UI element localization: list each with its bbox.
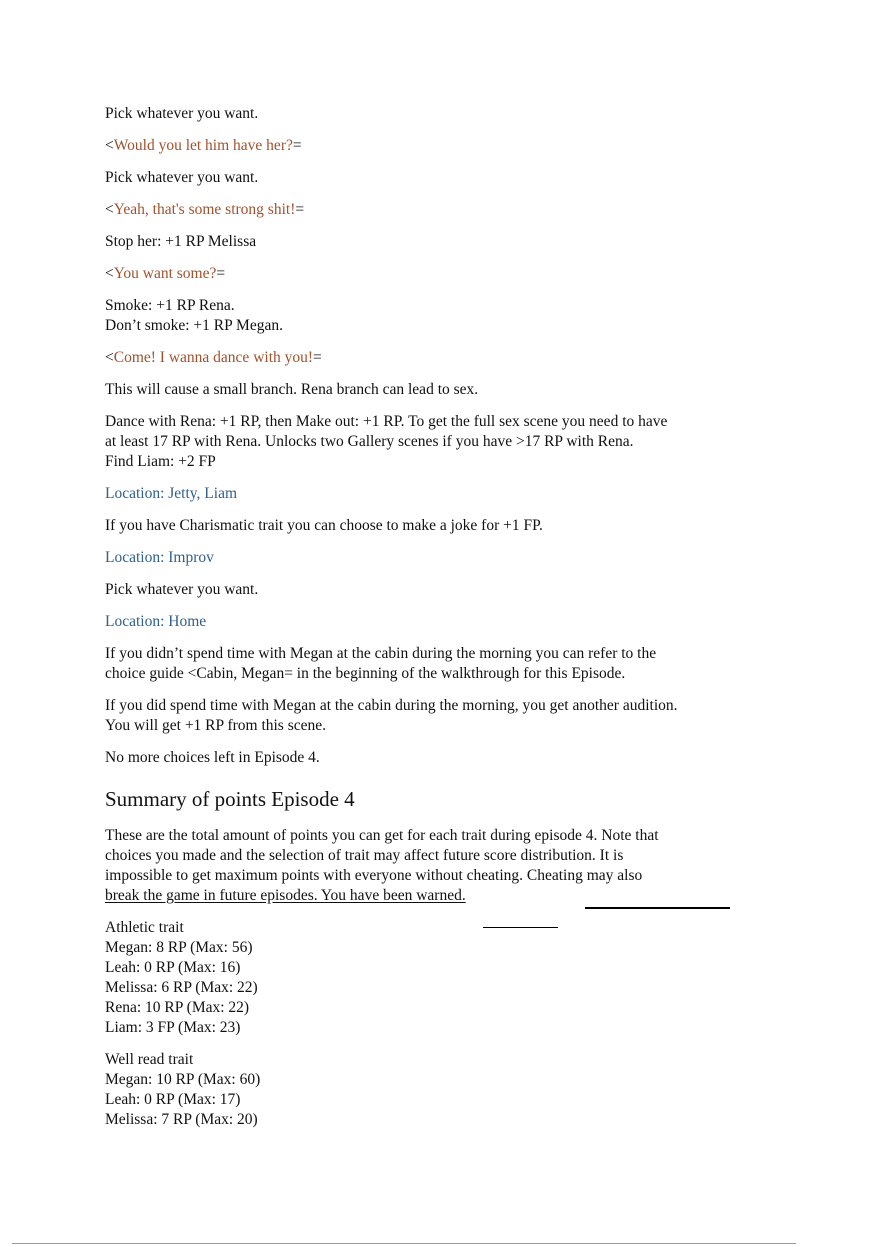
location-home: Location: Home <box>105 613 207 630</box>
summary-heading: Summary of points Episode 4 <box>105 787 355 811</box>
document-page <box>105 104 745 1142</box>
location-improv: Location: Improv <box>105 549 214 566</box>
choice-dance-with-you: <Come! I wanna dance with you!= <box>105 349 322 366</box>
trait-block-well-read <box>105 1050 745 1130</box>
trait-row: Melissa: 7 RP (Max: 20) <box>105 1111 258 1128</box>
location-jetty-liam: Location: Jetty, Liam <box>105 485 237 502</box>
choice-strong-shit: <Yeah, that's some strong shit!= <box>105 201 305 218</box>
trait-row: Megan: 10 RP (Max: 60) <box>105 1071 261 1088</box>
underline-rule <box>483 927 558 928</box>
paragraph-stop-her: Stop her: +1 RP Melissa <box>105 233 257 250</box>
trait-row: Rena: 10 RP (Max: 22) <box>105 999 250 1016</box>
paragraph-didnt-spend-time: If you didn’t spend time with Megan at the cabin during the morning you can refer to the choice guide <Cabin, Megan= in the beginning of the walkthrough for this Episode. <box>105 645 657 682</box>
paragraph-smoke: Smoke: +1 RP Rena. Don’t smoke: +1 RP Megan. <box>105 297 283 334</box>
paragraph-pick-3: Pick whatever you want. <box>105 581 259 598</box>
paragraph-pick-1: Pick whatever you want. <box>105 105 259 122</box>
walkthrough-section <box>105 104 745 768</box>
underline-rule <box>585 907 730 909</box>
trait-title: Athletic trait <box>105 919 184 936</box>
trait-title: Well read trait <box>105 1051 194 1068</box>
warning-underlined-line: break the game in future episodes. You have been warned. <box>105 887 466 904</box>
paragraph-dance-rena: Dance with Rena: +1 RP, then Make out: +1 RP. To get the full sex scene you need to have at least 17 RP with Rena. Unlocks two Gallery scenes if you have >17 RP with Rena. Find Liam: +2 FP <box>105 413 668 470</box>
trait-row: Megan: 8 RP (Max: 56) <box>105 939 253 956</box>
trait-row: Liam: 3 FP (Max: 23) <box>105 1019 241 1036</box>
paragraph-branch: This will cause a small branch. Rena branch can lead to sex. <box>105 381 479 398</box>
paragraph-no-more-choices: No more choices left in Episode 4. <box>105 749 320 766</box>
paragraph-charismatic: If you have Charismatic trait you can choose to make a joke for +1 FP. <box>105 517 543 534</box>
trait-row: Leah: 0 RP (Max: 17) <box>105 1091 241 1108</box>
trait-row: Melissa: 6 RP (Max: 22) <box>105 979 258 996</box>
trait-row: Leah: 0 RP (Max: 16) <box>105 959 241 976</box>
choice-would-you-let-him: <Would you let him have her?= <box>105 137 302 154</box>
summary-intro: These are the total amount of points you can get for each trait during episode 4. Note that choices you made and the selection of trait may affect future score distribution. It is impossible to get maximum points with everyone without cheating. Cheating may also break the game in future episodes. You have been warned. <box>105 826 745 906</box>
paragraph-did-spend-time: If you did spend time with Megan at the cabin during the morning, you get another audition. You will get +1 RP from this scene. <box>105 697 678 734</box>
paragraph-pick-2: Pick whatever you want. <box>105 169 259 186</box>
footer-divider <box>12 1243 796 1244</box>
footer-faint-marks <box>798 1238 868 1246</box>
choice-you-want-some: <You want some?= <box>105 265 226 282</box>
trait-block-athletic <box>105 918 745 1038</box>
